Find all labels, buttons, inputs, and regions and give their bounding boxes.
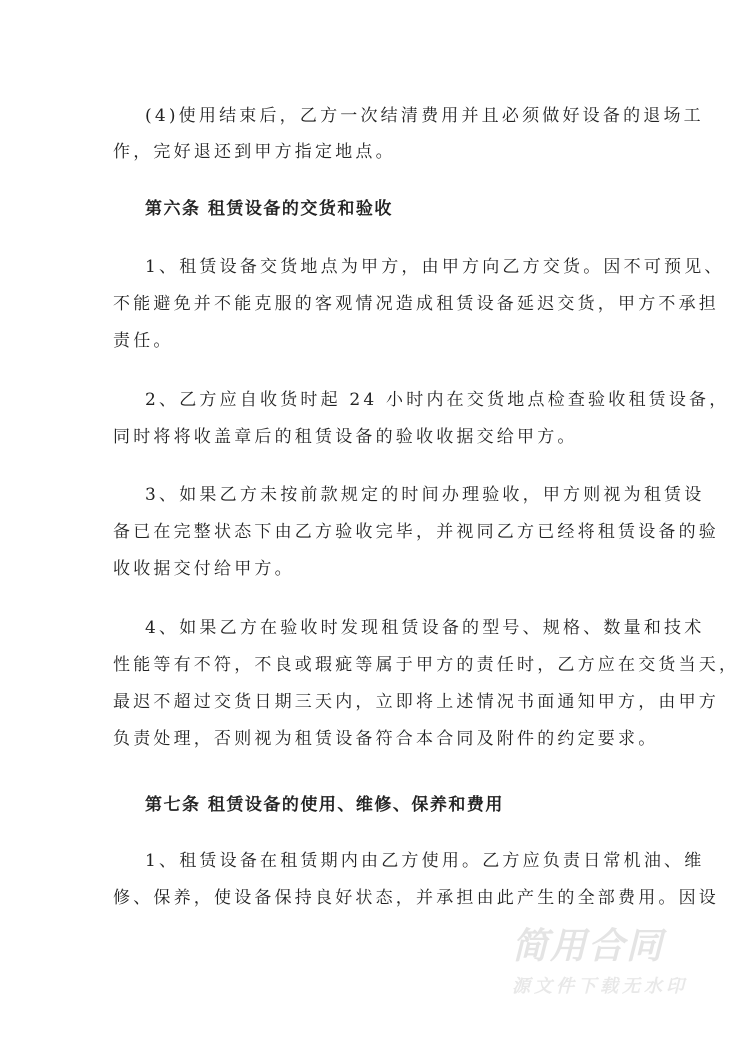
- paragraph-line: 3、如果乙方未按前款规定的时间办理验收，甲方则视为租赁设: [145, 485, 705, 505]
- paragraph-line: (4)使用结束后，乙方一次结清费用并且必须做好设备的退场工: [145, 106, 704, 126]
- paragraph-line: 4、如果乙方在验收时发现租赁设备的型号、规格、数量和技术: [145, 618, 705, 638]
- paragraph-line: 收收据交付给甲方。: [113, 559, 295, 579]
- paragraph-line: 同时将将收盖章后的租赁设备的验收收据交给甲方。: [113, 427, 578, 447]
- watermark-title: 简用合同: [512, 926, 665, 967]
- section-heading-7: 第七条 租赁设备的使用、维修、保养和费用: [145, 795, 504, 815]
- watermark-subtitle: 源文件下载无水印: [512, 976, 688, 997]
- paragraph-line: 修、保养，使设备保持良好状态，并承担由此产生的全部费用。因设: [113, 888, 719, 908]
- paragraph-line: 1、租赁设备交货地点为甲方，由甲方向乙方交货。因不可预见、: [145, 257, 725, 277]
- paragraph-line: 负责处理，否则视为租赁设备符合本合同及附件的约定要求。: [113, 729, 659, 749]
- paragraph-line: 最迟不超过交货日期三天内，立即将上述情况书面通知甲方，由甲方: [113, 692, 719, 712]
- paragraph-line: 备已在完整状态下由乙方验收完毕，并视同乙方已经将租赁设备的验: [113, 522, 719, 542]
- paragraph-line: 1、租赁设备在租赁期内由乙方使用。乙方应负责日常机油、维: [145, 851, 705, 871]
- section-heading-6: 第六条 租赁设备的交货和验收: [145, 199, 393, 219]
- paragraph-line: 2、乙方应自收货时起 24 小时内在交货地点检查验收租赁设备，: [145, 390, 730, 410]
- paragraph-line: 责任。: [113, 331, 174, 351]
- paragraph-line: 性能等有不符，不良或瑕疵等属于甲方的责任时，乙方应在交货当天，: [113, 655, 740, 675]
- paragraph-line: 作，完好退还到甲方指定地点。: [113, 142, 396, 162]
- paragraph-line: 不能避免并不能克服的客观情况造成租赁设备延迟交货，甲方不承担: [113, 294, 719, 314]
